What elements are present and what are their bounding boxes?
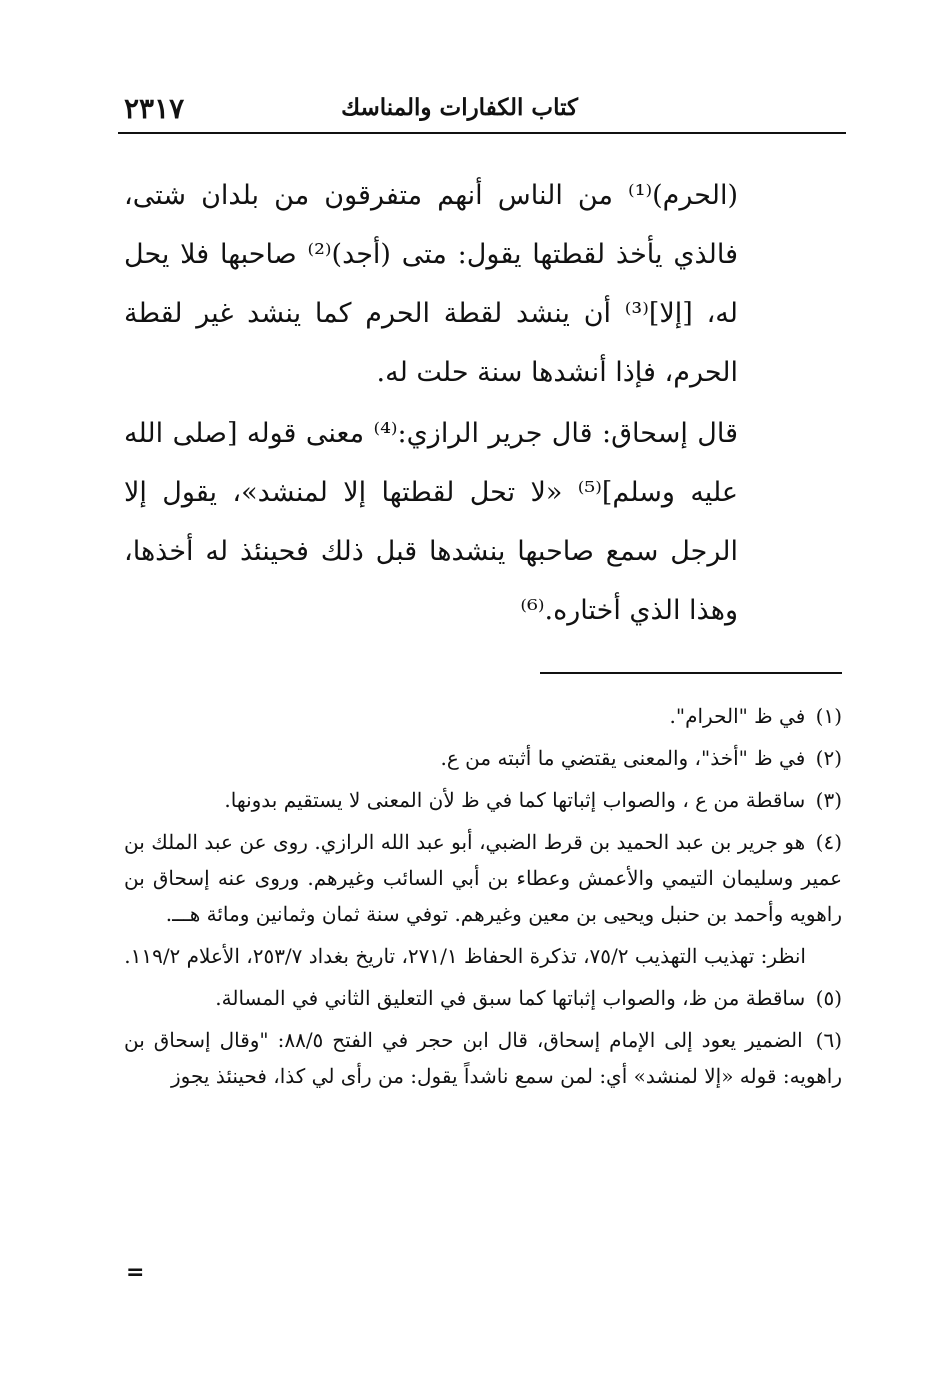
- footnote-4: [124, 824, 842, 932]
- footnote-text: انظر: تهذيب التهذيب ٧٥/٢، تذكرة الحفاظ ٢٧١/١، تاريخ بغداد ٢٥٣/٧، الأعلام ١١٩/٢.: [124, 944, 806, 968]
- footnote-number: (٦): [815, 1028, 843, 1052]
- header-divider: [118, 132, 846, 134]
- footnotes: [124, 698, 842, 1100]
- body-paragraph: (الحرم)⁽¹⁾ من الناس أنهم متفرقون من بلدان شتى، فالذي يأخذ لقطتها يقول: متى (أجد)⁽²⁾ صاحبها فلا يحل له، [إلا]⁽³⁾ أن ينشد لقطة الحرم كما ينشد غير لقطة الحرم، فإذا أنشدها سنة حلت له.: [124, 180, 738, 388]
- footnote-text: ساقطة من ع ، والصواب إثباتها كما في ظ لأن المعنى لا يستقيم بدونها.: [224, 788, 806, 812]
- footnote-number: (٤): [815, 830, 843, 854]
- footnote-text: في ظ "الحرام".: [669, 704, 806, 728]
- footnote-5: [124, 980, 842, 1016]
- footnote-2: [124, 740, 842, 776]
- page-number: ٢٣١٧: [124, 92, 185, 125]
- footnote-4-references: [124, 938, 806, 974]
- footnote-text: الضمير يعود إلى الإمام إسحاق، قال ابن حجر في الفتح ٨٨/٥: "وقال إسحاق بن راهويه: قوله «إلا لمنشد» أي: لمن سمع ناشداً يقول: من رأى لي كذا، فحينئذ يجوز: [124, 1028, 842, 1088]
- footnote-number: (٥): [815, 986, 842, 1010]
- running-title: كتاب الكفارات والمناسك: [341, 94, 578, 121]
- footnote-number: (٣): [815, 788, 842, 812]
- footnote-text: هو جرير بن عبد الحميد بن قرط الضبي، أبو عبد الله الرازي. روى عن عبد الملك بن عمير وسليمان التيمي والأعمش وعطاء بن أبي السائب وغيرهم. وروى عنه إسحاق بن راهويه وأحمد بن حنبل ويحيى بن معين وغيرهم. توفي سنة ثمان وثمانين ومائة هـــ.: [124, 830, 842, 926]
- footnote-3: [124, 782, 842, 818]
- footnote-number: (٢): [815, 746, 842, 770]
- footnote-6: [124, 1022, 842, 1094]
- footnote-1: [124, 698, 842, 734]
- main-text: [124, 166, 738, 642]
- body-paragraph: قال إسحاق: قال جرير الرازي:⁽⁴⁾ معنى قوله [صلى الله عليه وسلم]⁽⁵⁾ «لا تحل لقطتها إلا لمنشد»، يقول إلا الرجل سمع صاحبها ينشدها قبل ذلك فحينئذ له أخذها، وهذا الذي أختاره.⁽⁶⁾: [124, 418, 738, 626]
- page-header: [118, 92, 846, 130]
- footnote-number: (١): [815, 704, 842, 728]
- footnote-divider: [540, 672, 842, 674]
- footnote-text: في ظ "أخذ"، والمعنى يقتضي ما أثبته من ع.: [440, 746, 806, 770]
- footnote-text: ساقطة من ظ، والصواب إثباتها كما سبق في التعليق الثاني في المسالة.: [215, 986, 806, 1010]
- continuation-mark: =: [126, 1260, 145, 1285]
